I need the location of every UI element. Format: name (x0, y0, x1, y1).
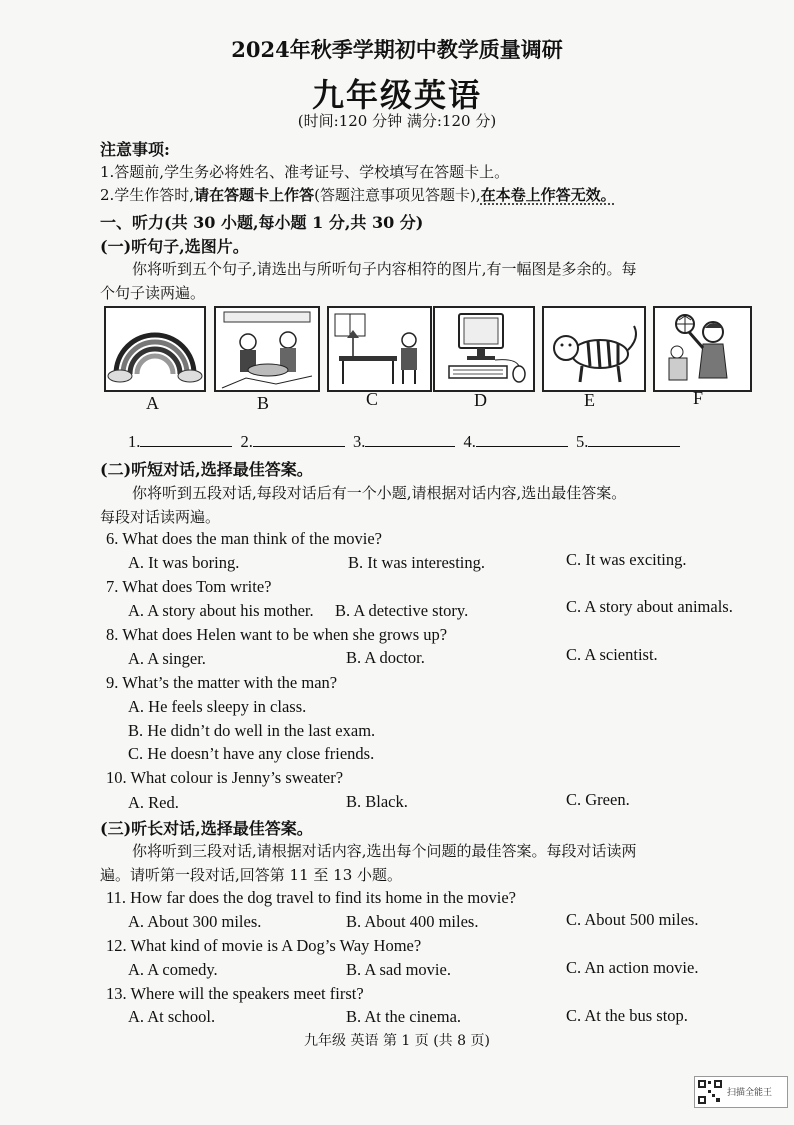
question-13: 13. Where will the speakers meet first? (106, 984, 364, 1003)
part3-title: (三)听长对话,选择最佳答案。 (100, 819, 313, 838)
q7-option-c[interactable]: C. A story about animals. (566, 597, 733, 616)
q12-option-a[interactable]: A. A comedy. (128, 960, 218, 979)
qr-code-icon (697, 1079, 723, 1105)
q7-option-a[interactable]: A. A story about his mother. (128, 601, 314, 620)
question-6: 6. What does the man think of the movie? (106, 529, 383, 548)
q6-option-a[interactable]: A. It was boring. (128, 553, 240, 572)
boy-ball-icon (655, 308, 750, 390)
q10-option-b[interactable]: B. Black. (346, 792, 408, 811)
notice-item-2: 2.学生作答时,请在答题卡上作答(答题注意事项见答题卡),在本卷上作答无效。 (100, 186, 616, 204)
picture-e (542, 306, 646, 392)
q6-option-c[interactable]: C. It was exciting. (566, 550, 687, 569)
q12-option-c[interactable]: C. An action movie. (566, 958, 699, 977)
picture-label-b: B (257, 393, 270, 413)
question-9: 9. What’s the matter with the man? (106, 673, 338, 692)
q9-option-b[interactable]: B. He didn’t do well in the last exam. (128, 721, 376, 740)
q13-option-c[interactable]: C. At the bus stop. (566, 1006, 688, 1025)
part2-title: (二)听短对话,选择最佳答案。 (100, 460, 313, 479)
answer-blanks-row: 1. 2. 3. 4. 5. (128, 432, 680, 452)
rainbow-icon (106, 308, 204, 390)
picture-label-a: A (146, 393, 159, 413)
page-footer: 九年级 英语 第 1 页 (共 8 页) (304, 1033, 490, 1049)
computer-icon (435, 308, 533, 390)
part1-title: (一)听句子,选图片。 (100, 237, 249, 256)
part2-instruction-line2: 每段对话读两遍。 (100, 508, 221, 526)
part3-instruction-line2: 遍。请听第一段对话,回答第 11 至 13 小题。 (100, 866, 403, 884)
picture-label-e: E (584, 390, 595, 410)
part3-instruction-line1: 你将听到三段对话,请根据对话内容,选出每个问题的最佳答案。每段对话读两 (132, 842, 637, 860)
scanner-stamp-label: 扫描全能王 (727, 1088, 773, 1098)
answer-blank-2[interactable] (253, 432, 345, 447)
q11-option-c[interactable]: C. About 500 miles. (566, 910, 699, 929)
question-8: 8. What does Helen want to be when she grows up? (106, 625, 448, 644)
picture-label-f: F (693, 388, 704, 408)
q6-option-b[interactable]: B. It was interesting. (348, 553, 486, 572)
picture-f (653, 306, 752, 392)
q11-option-a[interactable]: A. About 300 miles. (128, 912, 262, 931)
study-desk-icon (329, 308, 430, 390)
q7-option-b[interactable]: B. A detective story. (335, 601, 469, 620)
question-10: 10. What colour is Jenny’s sweater? (106, 768, 344, 787)
picture-d (433, 306, 535, 392)
exam-time-score: (时间:120 分钟 满分:120 分) (297, 112, 497, 130)
answer-blank-4[interactable] (476, 432, 568, 447)
q8-option-a[interactable]: A. A singer. (128, 649, 206, 668)
notice-item-1: 1.答题前,学生务必将姓名、准考证号、学校填写在答题卡上。 (100, 163, 510, 181)
picture-label-c: C (366, 389, 379, 409)
answer-blank-3[interactable] (365, 432, 455, 447)
q8-option-c[interactable]: C. A scientist. (566, 645, 658, 664)
q13-option-a[interactable]: A. At school. (128, 1007, 216, 1026)
tiger-icon (544, 308, 644, 390)
question-7: 7. What does Tom write? (106, 577, 272, 596)
part1-instruction-line2: 个句子读两遍。 (100, 284, 206, 302)
section-listening-title: 一、听力(共 30 小题,每小题 1 分,共 30 分) (100, 213, 424, 232)
q11-option-b[interactable]: B. About 400 miles. (346, 912, 479, 931)
q10-option-c[interactable]: C. Green. (566, 790, 630, 809)
q9-option-a[interactable]: A. He feels sleepy in class. (128, 697, 307, 716)
scanner-stamp (694, 1076, 788, 1108)
answer-blank-5[interactable] (588, 432, 680, 447)
part1-instruction-line1: 你将听到五个句子,请选出与所听句子内容相符的图片,有一幅图是多余的。每 (132, 260, 637, 278)
q12-option-b[interactable]: B. A sad movie. (346, 960, 451, 979)
q13-option-b[interactable]: B. At the cinema. (346, 1007, 462, 1026)
q9-option-c[interactable]: C. He doesn’t have any close friends. (128, 744, 375, 763)
picture-b (214, 306, 320, 392)
notice-title: 注意事项: (100, 140, 170, 159)
question-12: 12. What kind of movie is A Dog’s Way Home? (106, 936, 422, 955)
answer-blank-1[interactable] (140, 432, 232, 447)
question-11: 11. How far does the dog travel to find its home in the movie? (106, 888, 516, 907)
q8-option-b[interactable]: B. A doctor. (346, 648, 425, 667)
picture-a (104, 306, 206, 392)
exam-title: 2024年秋季学期初中教学质量调研 (231, 37, 563, 62)
subject-title: 九年级英语 (311, 76, 482, 114)
picture-c (327, 306, 432, 392)
part2-instruction-line1: 你将听到五段对话,每段对话后有一个小题,请根据对话内容,选出最佳答案。 (132, 484, 627, 502)
picture-label-d: D (474, 390, 487, 410)
q10-option-a[interactable]: A. Red. (128, 793, 179, 812)
thanksgiving-family-icon (216, 308, 318, 390)
